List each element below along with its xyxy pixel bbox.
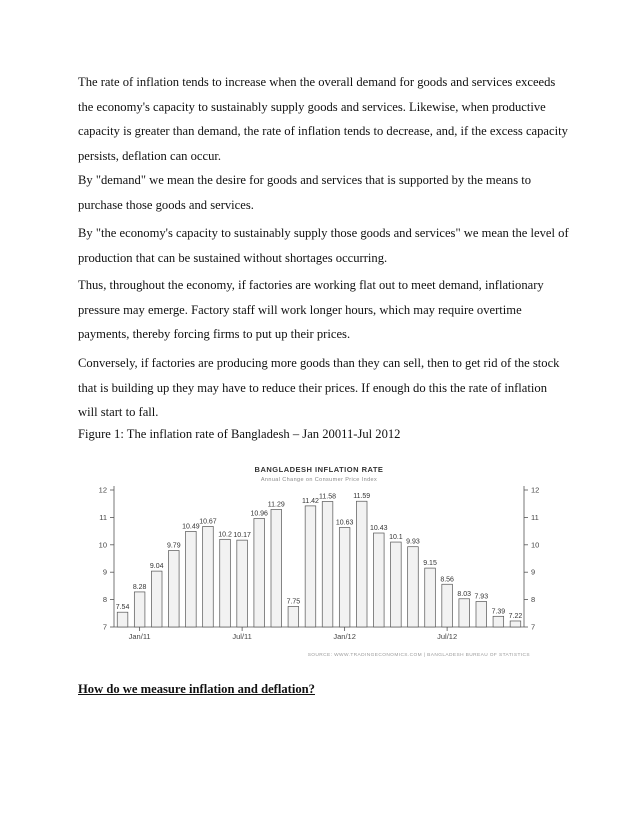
text-line: purchase those goods and services. — [78, 197, 254, 212]
data-label: 8.03 — [457, 590, 472, 598]
data-label: 9.04 — [149, 563, 164, 571]
bar — [510, 621, 521, 627]
bar — [203, 526, 214, 627]
data-label: 9.15 — [423, 560, 437, 568]
bar — [134, 592, 145, 627]
y-tick-label-right: 12 — [531, 485, 540, 495]
text-line: By "the economy's capacity to sustainably supply those goods and services" we mean the level of — [78, 226, 569, 240]
bar — [493, 616, 504, 627]
bar — [425, 568, 436, 627]
x-tick-label: Jan/11 — [128, 632, 151, 641]
data-label: 11.42 — [301, 497, 319, 505]
bar — [220, 539, 231, 627]
data-label: 7.22 — [508, 612, 523, 620]
data-label: 7.54 — [115, 604, 130, 612]
chart-canvas — [88, 462, 558, 672]
y-tick-label-left: 12 — [98, 485, 107, 495]
data-label: 10.49 — [182, 523, 200, 531]
bar — [271, 509, 282, 627]
y-tick-label-left: 11 — [99, 512, 107, 522]
x-tick-label: Jul/12 — [437, 632, 458, 641]
chart-svg — [88, 462, 558, 672]
data-label: 9.93 — [406, 538, 420, 546]
bar — [391, 542, 402, 627]
data-label: 10.17 — [233, 532, 251, 540]
data-label: 10.96 — [250, 510, 268, 518]
chart-subtitle: Annual Change on Consumer Price Index — [260, 477, 378, 483]
data-label: 7.39 — [491, 608, 506, 616]
paragraph-demand-definition — [78, 168, 578, 217]
y-tick-label-right: 7 — [531, 622, 536, 632]
bar — [168, 551, 179, 627]
y-tick-label-left: 9 — [102, 567, 107, 577]
y-tick-label-right: 10 — [531, 540, 540, 550]
data-label: 11.29 — [267, 501, 285, 509]
data-label: 7.93 — [474, 593, 489, 601]
text-line: pressure may emerge. Factory staff will work longer hours, which may require overtime — [78, 302, 522, 317]
data-label: 11.58 — [319, 493, 337, 501]
bar — [373, 533, 384, 627]
data-label: 10.63 — [335, 519, 354, 527]
y-tick-label-right: 11 — [531, 512, 539, 522]
text-line: will start to fall. — [78, 405, 159, 419]
x-tick-label: Jan/12 — [333, 632, 356, 641]
bar — [288, 606, 299, 627]
bar — [459, 599, 470, 627]
figure-caption: Figure 1: The inflation rate of Bangladesh – Jan 20011-Jul 2012 — [78, 427, 401, 441]
y-tick-label-right: 8 — [531, 595, 536, 605]
data-label: 10.1 — [389, 534, 403, 542]
y-tick-label-left: 10 — [98, 540, 107, 550]
inflation-chart — [88, 462, 558, 672]
bar — [117, 612, 128, 627]
bar — [356, 501, 367, 627]
bar — [151, 571, 162, 627]
chart-title: BANGLADESH INFLATION RATE — [254, 465, 384, 474]
bar — [186, 531, 197, 627]
paragraph-inflationary-pressure — [78, 273, 578, 347]
text-line: payments, thereby forcing firms to put up their prices. — [78, 327, 351, 341]
data-label: 10.67 — [199, 518, 217, 526]
x-tick-label: Jul/11 — [232, 632, 252, 641]
text-line: capacity is greater than demand, the rate of inflation tends to decrease, and, if the excess capacity — [78, 124, 568, 138]
bar — [237, 540, 248, 627]
y-tick-label-left: 8 — [102, 595, 107, 605]
bar — [254, 518, 265, 627]
data-label: 7.75 — [286, 598, 301, 606]
y-tick-label-right: 9 — [531, 567, 536, 577]
data-label: 11.59 — [353, 493, 371, 501]
text-line: the economy's capacity to sustainably supply goods and services. Likewise, when productive — [78, 99, 546, 114]
chart-source: SOURCE: WWW.TRADINGECONOMICS.COM | BANGLADESH BUREAU OF STATISTICS — [307, 653, 530, 658]
data-label: 8.28 — [132, 583, 147, 591]
paragraph-capacity-definition — [78, 221, 578, 270]
data-label: 8.56 — [440, 576, 454, 584]
data-label: 10.2 — [218, 531, 232, 539]
y-tick-label-left: 7 — [102, 622, 107, 632]
text-line: that is building up they may have to reduce their prices. If enough do this the rate of inflation — [78, 380, 547, 395]
section-heading: How do we measure inflation and deflation? — [78, 682, 315, 696]
text-line: Thus, throughout the economy, if factories are working flat out to meet demand, inflationary — [78, 278, 544, 292]
bar — [339, 528, 350, 627]
data-label: 9.79 — [166, 542, 181, 550]
text-line: production that can be sustained without shortages occurring. — [78, 250, 388, 265]
text-line: Conversely, if factories are producing more goods than they can sell, then to get rid of the stock — [78, 356, 560, 370]
paragraph-excess-supply — [78, 351, 578, 425]
text-line: persists, deflation can occur. — [78, 148, 222, 163]
bar — [305, 506, 316, 627]
bar — [442, 584, 453, 627]
text-line: By "demand" we mean the desire for goods and services that is supported by the means to — [78, 173, 532, 187]
data-label: 10.43 — [370, 525, 388, 533]
bar — [476, 602, 487, 627]
text-line: The rate of inflation tends to increase when the overall demand for goods and services exceeds — [78, 75, 556, 89]
bar — [408, 547, 419, 627]
bar — [322, 502, 333, 627]
paragraph-demand-exceeds — [78, 70, 578, 168]
